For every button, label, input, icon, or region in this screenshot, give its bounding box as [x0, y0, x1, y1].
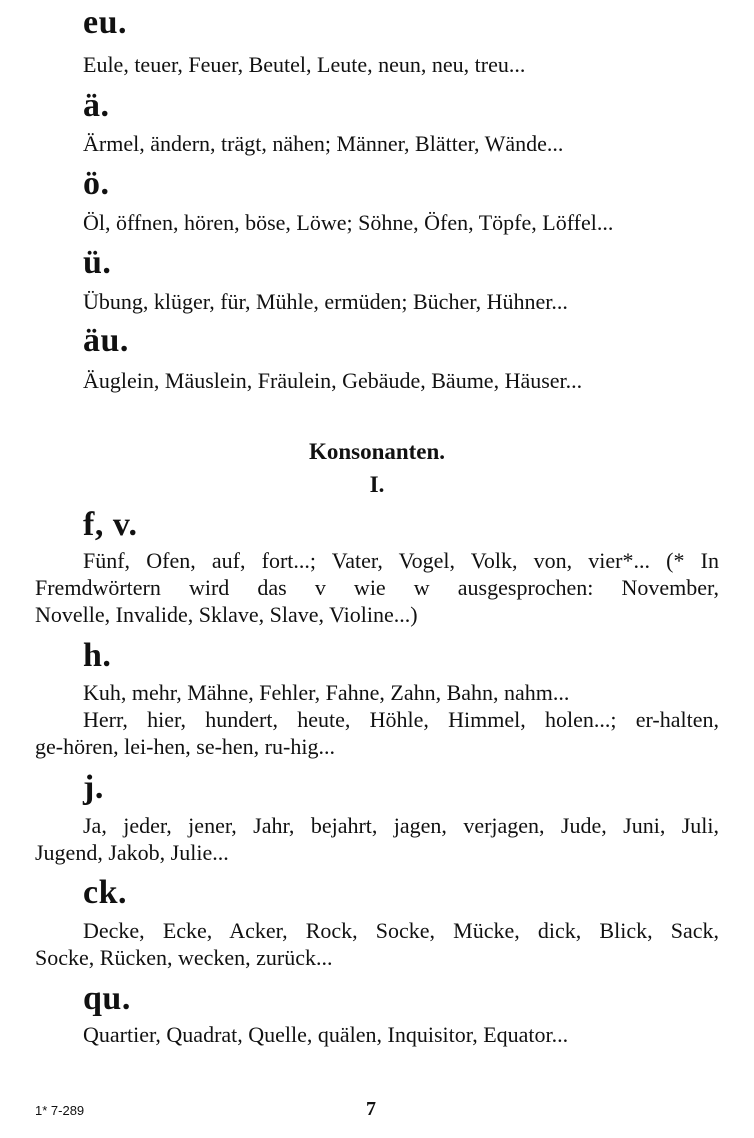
vowel-line-eu: Eule, teuer, Feuer, Beutel, Leute, neun, neu, treu...: [83, 52, 526, 77]
vowel-line-aeu: Äuglein, Mäuslein, Fräulein, Gebäude, Bäume, Häuser...: [83, 368, 583, 393]
consonant-line-ck-1: Decke, Ecke, Acker, Rock, Socke, Mücke, dick, Blick, Sack,: [83, 918, 719, 943]
consonant-line-j-2: Jugend, Jakob, Julie...: [35, 840, 229, 865]
vowel-line-ae: Ärmel, ändern, trägt, nähen; Männer, Blätter, Wände...: [83, 131, 564, 156]
section-title: Konsonanten.: [308, 439, 446, 464]
consonant-line-fv-3: Novelle, Invalide, Sklave, Slave, Violine...): [35, 602, 418, 627]
consonant-heading-j: j.: [83, 769, 104, 806]
page-number: 7: [366, 1098, 376, 1120]
consonant-heading-qu: qu.: [83, 980, 131, 1017]
consonant-line-fv-1: Fünf, Ofen, auf, fort...; Vater, Vogel, Volk, von, vier*... (* In: [83, 548, 719, 573]
consonant-line-h-2: Herr, hier, hundert, heute, Höhle, Himmel, holen...; er-halten,: [83, 707, 719, 732]
vowel-heading-oe: ö.: [83, 165, 110, 202]
vowel-heading-aeu: äu.: [83, 322, 129, 359]
consonant-line-h-1: Kuh, mehr, Mähne, Fehler, Fahne, Zahn, Bahn, nahm...: [83, 680, 570, 705]
vowel-line-ue: Übung, klüger, für, Mühle, ermüden; Bücher, Hühner...: [83, 289, 568, 314]
consonant-heading-h: h.: [83, 637, 112, 674]
consonant-line-ck-2: Socke, Rücken, wecken, zurück...: [35, 945, 333, 970]
printer-signature: 1* 7-289: [35, 1103, 85, 1118]
consonant-line-qu-1: Quartier, Quadrat, Quelle, quälen, Inquisitor, Equator...: [83, 1022, 569, 1047]
vowel-line-oe: Öl, öffnen, hören, böse, Löwe; Söhne, Öfen, Töpfe, Löffel...: [83, 210, 614, 235]
vowel-heading-ae: ä.: [83, 87, 110, 124]
vowel-heading-ue: ü.: [83, 244, 112, 281]
consonant-heading-fv: f, v.: [83, 506, 138, 543]
section-numeral: I.: [369, 472, 385, 497]
vowel-heading-eu: eu.: [83, 4, 127, 41]
consonant-line-j-1: Ja, jeder, jener, Jahr, bejahrt, jagen, verjagen, Jude, Juni, Juli,: [83, 813, 719, 838]
consonant-line-fv-2: Fremdwörtern wird das v wie w ausgesprochen: November,: [35, 575, 719, 600]
consonant-heading-ck: ck.: [83, 874, 127, 911]
consonant-line-h-3: ge-hören, lei-hen, se-hen, ru-hig...: [35, 734, 335, 759]
